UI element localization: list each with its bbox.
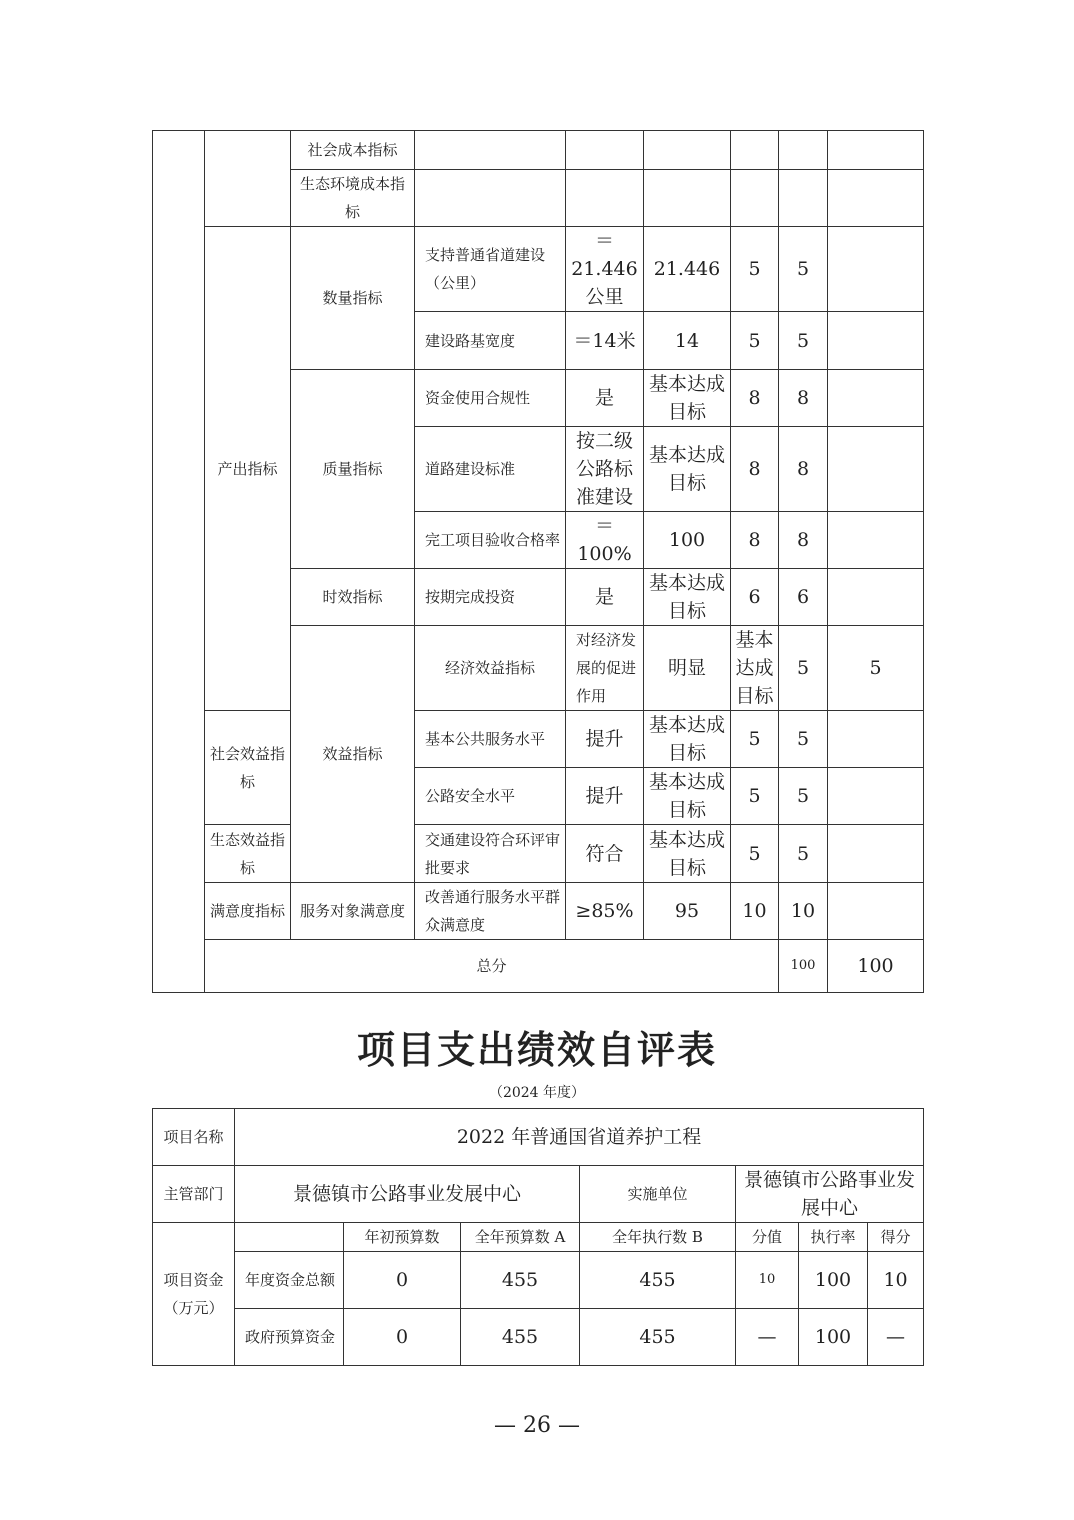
indicator-name: 基本公共服务水平: [415, 711, 566, 768]
eco-cost-indicator: 生态环境成本指标: [291, 170, 415, 227]
exec-rate-value: 100: [799, 1309, 868, 1366]
target-value: ＝100%: [566, 512, 644, 569]
score-value: 6: [731, 569, 779, 626]
dept-value: 景德镇市公路事业发展中心: [235, 1166, 580, 1223]
annual-exec-value: 455: [580, 1309, 736, 1366]
indicator-name: 完工项目验收合格率: [415, 512, 566, 569]
actual-value: 14: [644, 312, 731, 370]
indicator-name: 对经济发展的促进作用: [566, 626, 644, 711]
total-score-label: 总分: [205, 940, 779, 993]
quantity-indicator: 数量指标: [291, 227, 415, 370]
eco-benefit-indicator: 生态效益指标: [205, 825, 291, 883]
annual-budget-value: 455: [461, 1252, 580, 1309]
economic-benefit-indicator: 经济效益指标: [415, 626, 566, 711]
got-value: 5: [779, 227, 828, 312]
page-number: — 26 —: [494, 1413, 580, 1438]
project-funds-label: 项目资金（万元）: [153, 1223, 235, 1366]
score-value: 8: [731, 427, 779, 512]
actual-value: 基本达成目标: [644, 569, 731, 626]
quality-indicator: 质量指标: [291, 370, 415, 569]
actual-value: 基本达成目标: [731, 626, 779, 711]
actual-value: 100: [644, 512, 731, 569]
got-value: 8: [779, 370, 828, 427]
header-annual-exec: 全年执行数 B: [580, 1223, 736, 1252]
performance-indicator-table: [152, 130, 924, 993]
target-value: 提升: [566, 711, 644, 768]
page-title: 项目支出绩效自评表: [356, 1027, 717, 1072]
actual-value: 基本达成目标: [644, 427, 731, 512]
indicator-name: 建设路基宽度: [415, 312, 566, 370]
score-value: 8: [731, 370, 779, 427]
indicator-name: 交通建设符合环评审批要求: [415, 825, 566, 883]
score-value: 10: [736, 1252, 799, 1309]
initial-budget-value: 0: [344, 1309, 461, 1366]
indicator-name: 道路建设标准: [415, 427, 566, 512]
impl-unit-label: 实施单位: [580, 1166, 736, 1223]
exec-rate-value: 100: [799, 1252, 868, 1309]
target-value: ≥85%: [566, 883, 644, 940]
header-got: 得分: [868, 1223, 924, 1252]
impl-unit-value: 景德镇市公路事业发展中心: [736, 1166, 924, 1223]
actual-value: 基本达成目标: [644, 768, 731, 825]
social-benefit-indicator: 社会效益指标: [205, 711, 291, 825]
gov-budget-funds-label: 政府预算资金: [235, 1309, 344, 1366]
social-cost-indicator: 社会成本指标: [291, 131, 415, 170]
benefit-indicator: 效益指标: [291, 626, 415, 883]
annual-budget-value: 455: [461, 1309, 580, 1366]
header-annual-budget: 全年预算数 A: [461, 1223, 580, 1252]
dept-label: 主管部门: [153, 1166, 235, 1223]
service-satisfaction-indicator: 服务对象满意度: [291, 883, 415, 940]
output-indicator: 产出指标: [205, 227, 291, 711]
got-value: 5: [828, 626, 924, 711]
got-value: 8: [779, 512, 828, 569]
target-value: 是: [566, 569, 644, 626]
total-got: 100: [828, 940, 924, 993]
actual-value: 95: [644, 883, 731, 940]
got-value: 5: [779, 711, 828, 768]
score-value: 10: [731, 883, 779, 940]
got-value: 6: [779, 569, 828, 626]
target-value: 明显: [644, 626, 731, 711]
got-value: —: [868, 1309, 924, 1366]
got-value: 10: [868, 1252, 924, 1309]
project-name: 2022 年普通国省道养护工程: [235, 1109, 924, 1166]
indicator-name: 支持普通省道建设（公里）: [415, 227, 566, 312]
project-name-label: 项目名称: [153, 1109, 235, 1166]
got-value: 5: [779, 312, 828, 370]
satisfaction-indicator: 满意度指标: [205, 883, 291, 940]
actual-value: 21.446: [644, 227, 731, 312]
indicator-name: 按期完成投资: [415, 569, 566, 626]
page-subtitle: （2024 年度）: [488, 1085, 586, 1101]
actual-value: 基本达成目标: [644, 711, 731, 768]
header-score: 分值: [736, 1223, 799, 1252]
cost-indicator-cell: [205, 131, 291, 227]
indicator-name: 改善通行服务水平群众满意度: [415, 883, 566, 940]
target-value: 是: [566, 370, 644, 427]
category-column: [153, 131, 205, 993]
target-value: ＝21.446公里: [566, 227, 644, 312]
got-value: 5: [779, 768, 828, 825]
score-value: 8: [731, 512, 779, 569]
annual-exec-value: 455: [580, 1252, 736, 1309]
score-value: —: [736, 1309, 799, 1366]
target-value: 按二级公路标准建设: [566, 427, 644, 512]
target-value: 符合: [566, 825, 644, 883]
actual-value: 基本达成目标: [644, 370, 731, 427]
header-exec-rate: 执行率: [799, 1223, 868, 1252]
got-value: 8: [779, 427, 828, 512]
initial-budget-value: 0: [344, 1252, 461, 1309]
target-value: ＝14米: [566, 312, 644, 370]
score-value: 5: [731, 312, 779, 370]
got-value: 5: [779, 825, 828, 883]
score-value: 5: [731, 825, 779, 883]
indicator-name: 资金使用合规性: [415, 370, 566, 427]
indicator-name: 公路安全水平: [415, 768, 566, 825]
annual-funds-total-label: 年度资金总额: [235, 1252, 344, 1309]
score-value: 5: [731, 227, 779, 312]
score-value: 5: [731, 711, 779, 768]
total-score: 100: [779, 940, 828, 993]
header-initial-budget: 年初预算数: [344, 1223, 461, 1252]
got-value: 10: [779, 883, 828, 940]
target-value: 提升: [566, 768, 644, 825]
actual-value: 基本达成目标: [644, 825, 731, 883]
score-value: 5: [779, 626, 828, 711]
project-expenditure-table: [152, 1108, 924, 1366]
score-value: 5: [731, 768, 779, 825]
timeliness-indicator: 时效指标: [291, 569, 415, 626]
